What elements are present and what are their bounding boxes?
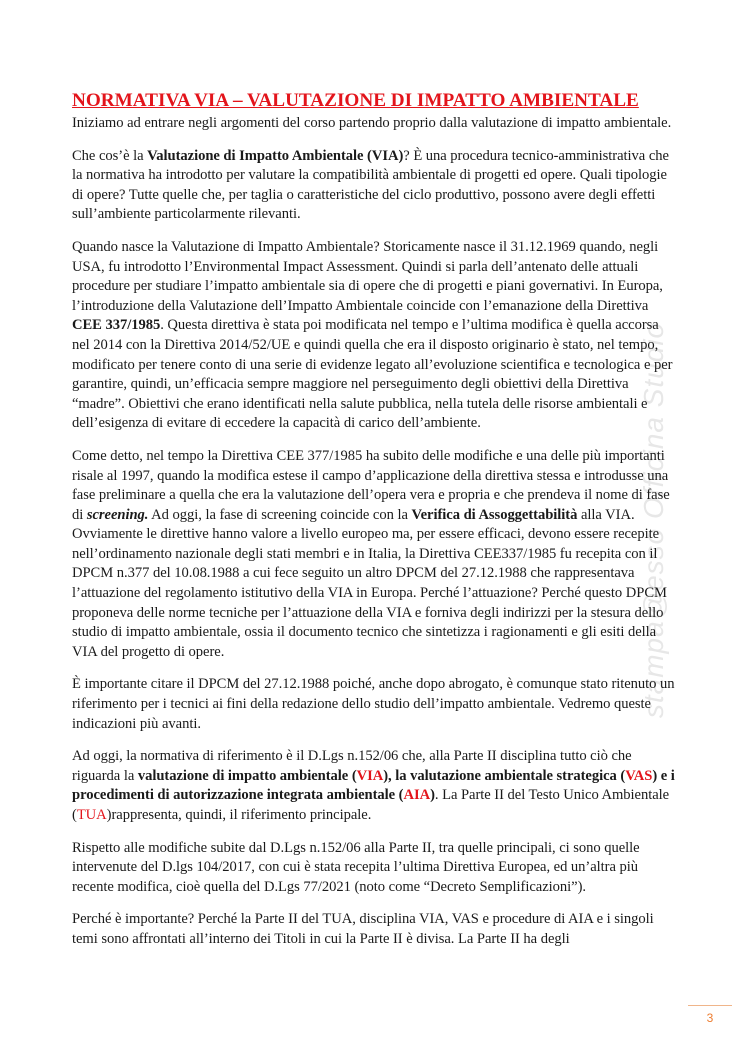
- acronym-vas: VAS: [625, 767, 653, 784]
- acronym-via: VIA: [356, 767, 384, 784]
- watermark: stampa@esso Officina Studio: [638, 321, 669, 719]
- paragraph-dpcm: È importante citare il DPCM del 27.12.1988 poiché, anche dopo abrogato, è comunque stato ritenuto un riferimento per i tecnici ai fini della redazione dello studio dell’impatto ambientale. Vedremo queste indicazioni più avanti.: [72, 676, 675, 732]
- paragraph-intro: Iniziamo ad entrare negli argomenti del corso partendo proprio dalla valutazione di impatto ambientale.: [72, 115, 672, 131]
- bold-term: CEE 337/1985: [72, 317, 161, 334]
- paragraph-directive-changes: Come detto, nel tempo la Direttiva CEE 377/1985 ha subito delle modifiche e una delle più importanti risale al 1997, quando la modifica estese il campo d’applicazione della direttiva stessa e introdusse una fase preliminare a quella che era la valutazione dell’opera vera e propria e che prendeva il nome di fase di screening. Ad oggi, la fase di screening coincide con la Verifica di Assoggettabilità alla VIA. Ovviamente le direttive hanno valore a livello europeo ma, per essere efficaci, devono essere recepite nell’ordinamento nazionale degli stati membri e in Italia, la Direttiva CEE337/1985 fu recepita con il DPCM n.377 del 10.08.1988 a cui fece seguito un altro DPCM del 27.12.1988 che rappresentava l’attuazione del regolamento istitutivo della VIA in Europa. Perché l’attuazione? Perché questo DPCM proponeva delle norme tecniche per l’attuazione della VIA e forniva degli indirizzi per la stesura dello studio di impatto ambientale, ossia il documento tecnico che sintetizza i ragionamenti e gli esiti della VIA del progetto di opere.: [72, 447, 670, 660]
- paragraph-modifications: Rispetto alle modifiche subite dal D.Lgs n.152/06 alla Parte II, tra quelle principali, ci sono quelle intervenute del D.lgs 104/2017, con cui è stata recepita l’ultima Direttiva Europea, ed un’altra più recente modifica, cioè quella del D.Lgs 77/2021 (noto come “Decreto Semplificazioni”).: [72, 839, 640, 895]
- acronym-tua: TUA: [76, 807, 107, 823]
- paragraph-importance: Perché è importante? Perché la Parte II del TUA, disciplina VIA, VAS e procedure di AIA e i singoli temi sono affrontati all’interno dei Titoli in cui la Parte II è divisa. La Parte II ha degli: [72, 911, 654, 947]
- paragraph-definition: Che cos’è la Valutazione di Impatto Ambientale (VIA)? È una procedura tecnico-amministrativa che la normativa ha introdotto per valutare la compatibilità ambientale di progetti ed opere. Quali tipologie di opere? Tutte quelle che, per taglia o caratteristiche del ciclo produttivo, possono avere degli effetti sull’ambiente particolarmente rilevanti.: [72, 147, 669, 223]
- bold-term: Verifica di Assoggettabilità: [411, 506, 578, 523]
- paragraph-current-law: Ad oggi, la normativa di riferimento è il D.Lgs n.152/06 che, alla Parte II disciplina tutto ciò che riguarda la valutazione di impatto ambientale (VIA), la valutazione ambientale strategica (VAS) e i procedimenti di autorizzazione integrata ambientale (AIA). La Parte II del Testo Unico Ambientale (TUA)rappresenta, quindi, il riferimento principale.: [72, 748, 675, 823]
- page-title: NORMATIVA VIA – VALUTAZIONE DI IMPATTO AMBIENTALE: [72, 90, 639, 111]
- document-body: [72, 89, 676, 963]
- acronym-aia: AIA: [403, 787, 431, 804]
- bold-italic-term: screening.: [86, 506, 149, 523]
- bold-term: Valutazione di Impatto Ambientale (VIA): [147, 147, 404, 164]
- paragraph-history: Quando nasce la Valutazione di Impatto Ambientale? Storicamente nasce il 31.12.1969 quando, negli USA, fu introdotto l’Environmental Impact Assessment. Quindi si parla dell’antenato delle attuali procedure per studiare l’impatto ambientale sia di opere che di progetti e piani governativi. In Europa, l’introduzione della Valutazione dell’Impatto Ambientale coincide con l’emanazione della Direttiva CEE 337/1985. Questa direttiva è stata poi modificata nel tempo e l’ultima modifica è quella accorsa nel 2014 con la Direttiva 2014/52/UE e quindi quella che era il disposto originario è stato, nel tempo, modificato per tenere conto di una serie di evidenze legato all’evoluzione scientifica e tecnologica e per garantire, quindi, un’efficacia sempre maggiore nel perseguimento degli obiettivi della Direttiva “madre”. Obiettivi che erano identificati nella salute pubblica, nella tutela delle risorse ambientali e dell’esigenza di evitare di eccedere la capacità di carico dell’ambiente.: [72, 238, 673, 432]
- page-number: 3: [706, 1011, 714, 1025]
- footer-rule: [688, 1005, 732, 1006]
